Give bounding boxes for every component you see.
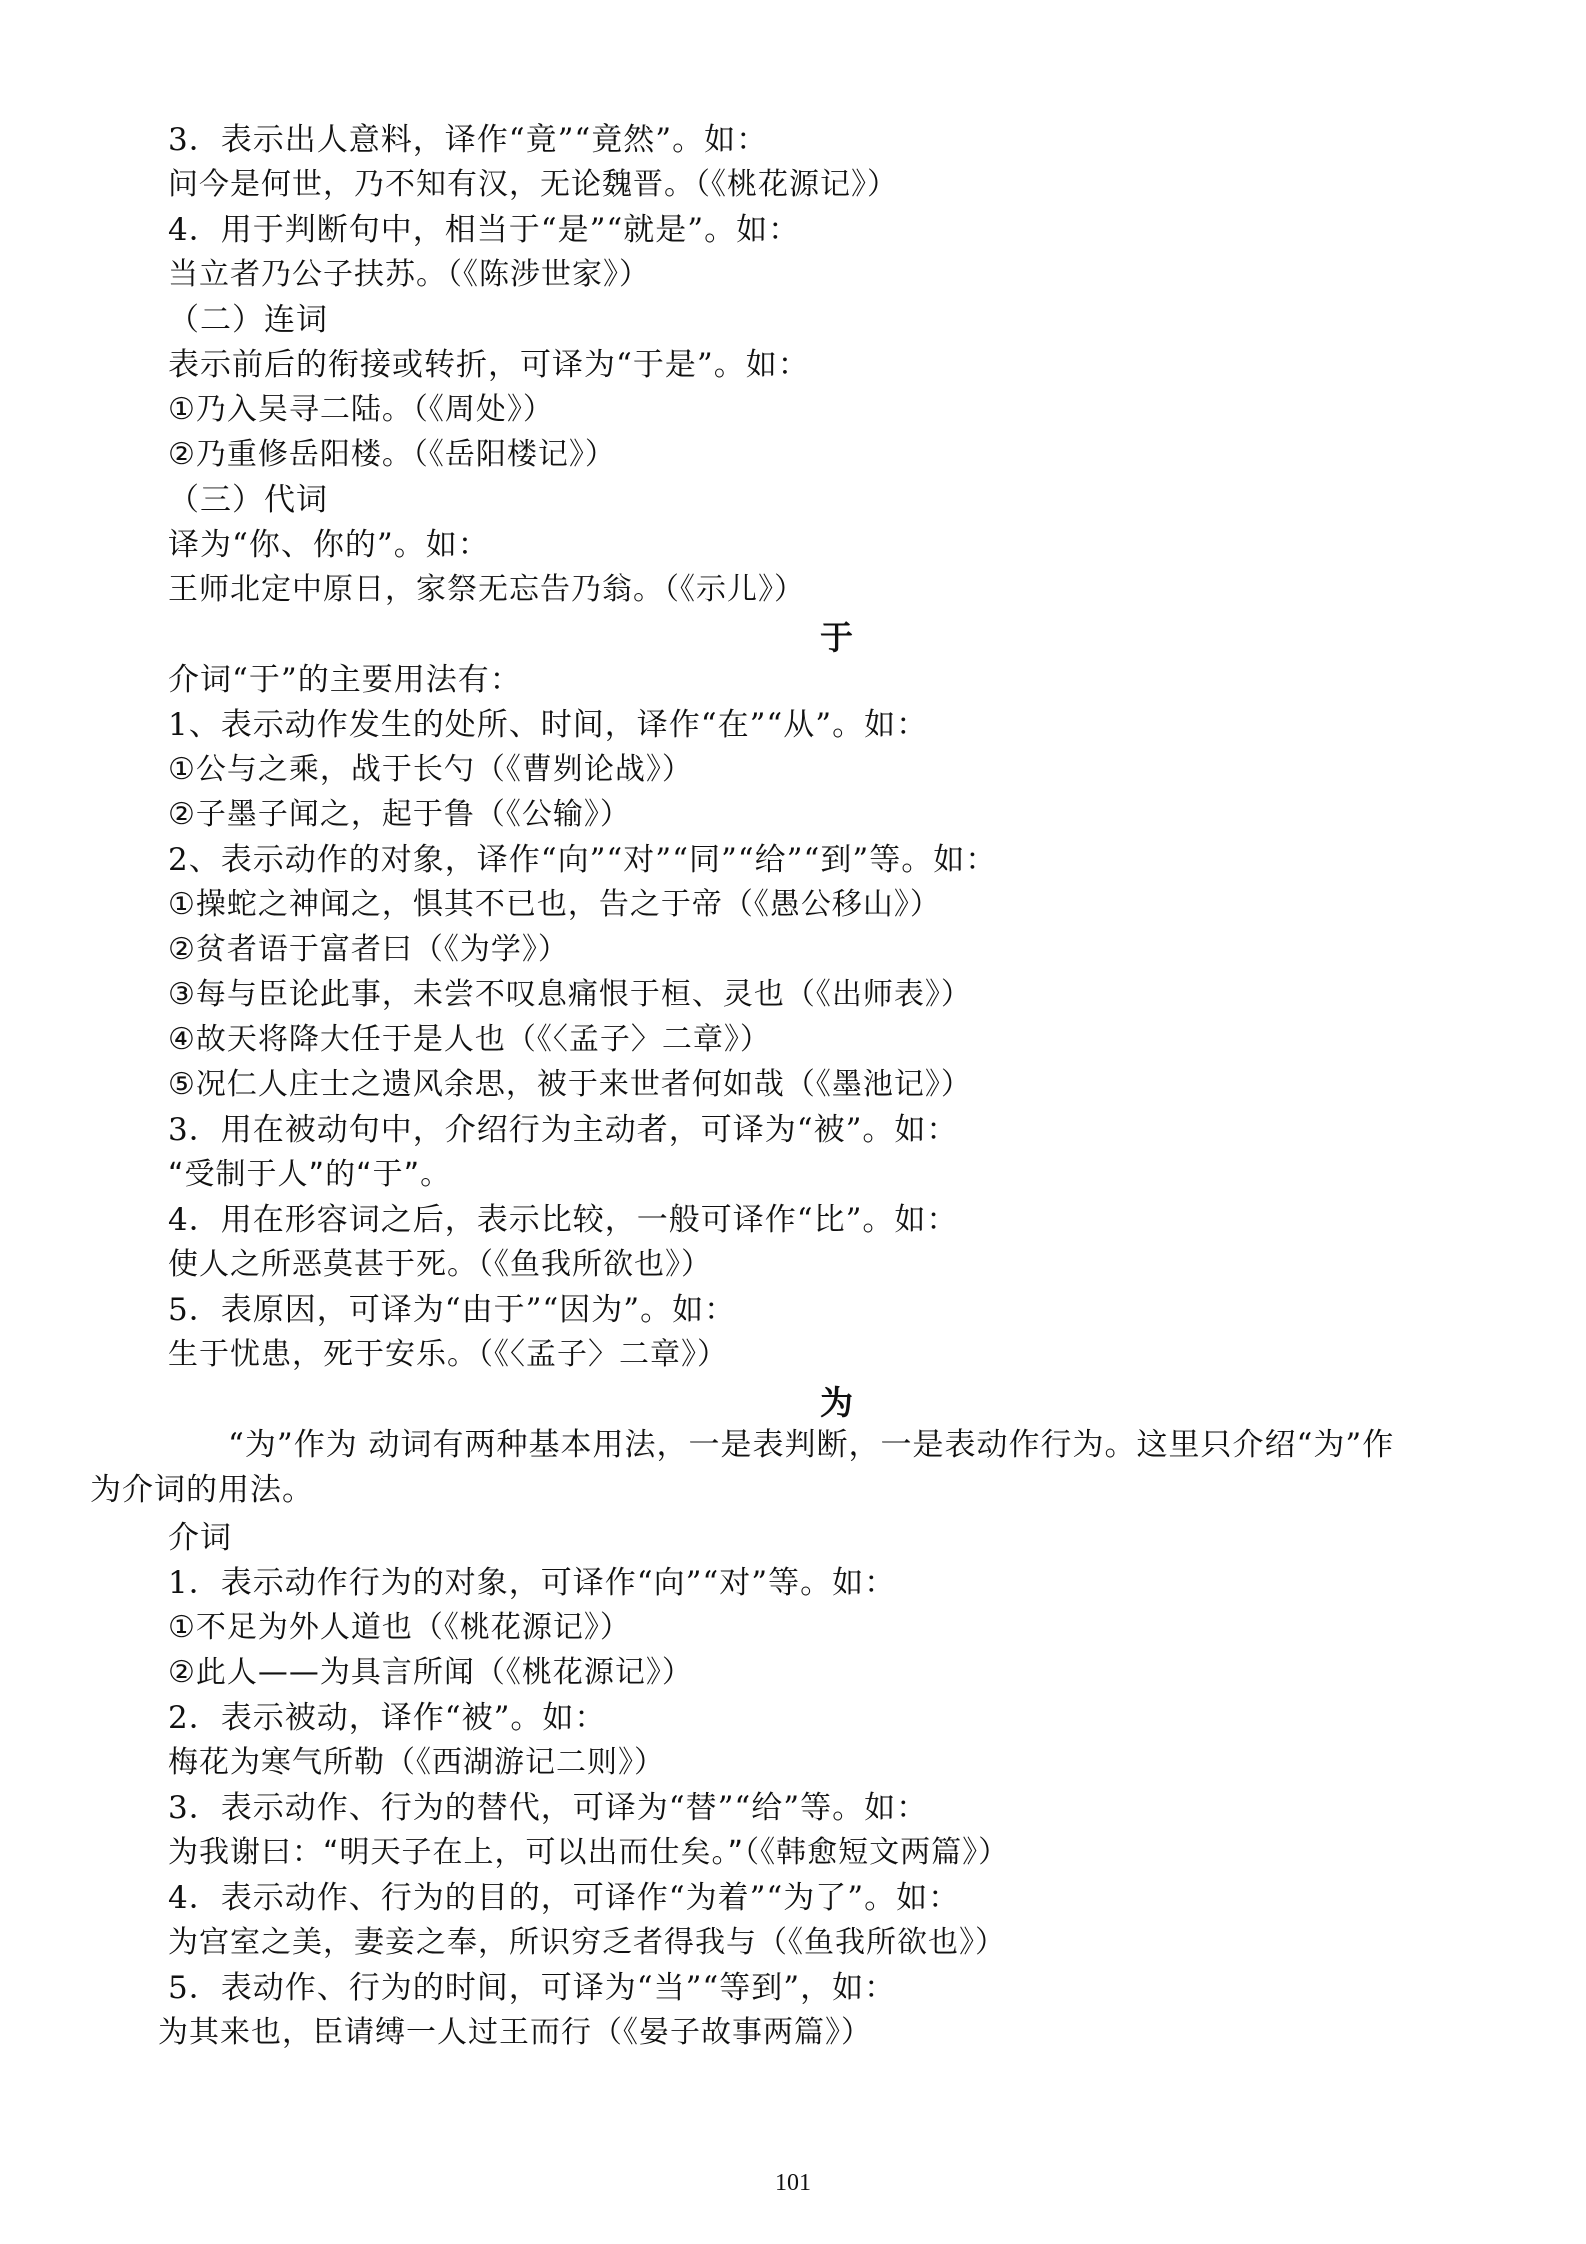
example-line: ②子墨子闻之，起于鲁（《公输》） [168, 797, 631, 832]
example-line: ①乃入吴寻二陆。（《周处》） [168, 392, 554, 427]
text-line: 表示前后的衔接或转折，可译为“于是”。如： [168, 347, 810, 383]
example-line: 梅花为寒气所勒（《西湖游记二则》） [168, 1745, 665, 1780]
text-line: 4．用于判断句中，相当于“是”“就是”。如： [168, 212, 801, 248]
example-line: 为宫室之美，妻妾之奉，所识穷乏者得我与（《鱼我所欲也》） [168, 1925, 1006, 1960]
text-line: 3．用在被动句中，介绍行为主动者，可译为“被”。如： [168, 1112, 959, 1148]
text-line: 3．表示动作、行为的替代，可译为“替”“给”等。如： [168, 1790, 929, 1826]
section-heading: （三）代词 [168, 482, 328, 518]
text-line: 4．用在形容词之后，表示比较，一般可译作“比”。如： [168, 1202, 959, 1238]
example-line: ④故天将降大任于是人也（《〈孟子〉二章》） [168, 1022, 771, 1057]
example-line: 为我谢曰：“明天子在上，可以出而仕矣。”（《韩愈短文两篇》） [168, 1835, 1010, 1870]
text-line: 2、表示动作的对象，译作“向”“对”“同”“给”“到”等。如： [168, 842, 998, 878]
example-line: ②贫者语于富者曰（《为学》） [168, 932, 569, 967]
example-line: 为其来也，臣请缚一人过王而行（《晏子故事两篇》） [158, 2015, 872, 2050]
text-line: 介词“于”的主要用法有： [168, 662, 522, 698]
text-line: 1．表示动作行为的对象，可译作“向”“对”等。如： [168, 1565, 897, 1601]
example-line: 当立者乃公子扶苏。（《陈涉世家》） [168, 257, 650, 292]
text-line: 5．表动作、行为的时间，可译为“当”“等到”，如： [168, 1970, 897, 2006]
example-line: ①公与之乘，战于长勺（《曹刿论战》） [168, 752, 693, 787]
text-line: 2．表示被动，译作“被”。如： [168, 1700, 607, 1736]
example-line: ⑤况仁人庄士之遗风余思，被于来世者何如哉（《墨池记》） [168, 1067, 972, 1102]
text-line: 介词 [168, 1520, 232, 1556]
text-line: 5．表原因，可译为“由于”“因为”。如： [168, 1292, 737, 1328]
page-number: 101 [775, 2170, 811, 2196]
text-line: 4．表示动作、行为的目的，可译作“为着”“为了”。如： [168, 1880, 961, 1916]
paragraph-line: 为介词的用法。 [90, 1472, 314, 1508]
example-line: 王师北定中原日，家祭无忘告乃翁。（《示儿》） [168, 572, 805, 607]
example-line: “受制于人”的“于”。 [168, 1157, 452, 1192]
example-line: ②乃重修岳阳楼。（《岳阳楼记》） [168, 437, 616, 472]
text-line: 1、表示动作发生的处所、时间，译作“在”“从”。如： [168, 707, 929, 743]
character-heading: 为 [820, 1383, 853, 1422]
example-line: 使人之所恶莫甚于死。（《鱼我所欲也》） [168, 1247, 712, 1282]
example-line: 生于忧患，死于安乐。（《〈孟子〉二章》） [168, 1337, 728, 1372]
example-line: ③每与臣论此事，未尝不叹息痛恨于桓、灵也（《出师表》） [168, 977, 972, 1012]
character-heading: 于 [820, 618, 853, 657]
paragraph-line: “为”作为 动词有两种基本用法，一是表判断，一是表动作行为。这里只介绍“为”作 [228, 1427, 1395, 1463]
example-line: ①不足为外人道也（《桃花源记》） [168, 1610, 631, 1645]
section-heading: （二）连词 [168, 302, 328, 338]
example-line: ②此人——为具言所闻（《桃花源记》） [168, 1655, 693, 1690]
example-line: ①操蛇之神闻之，惧其不已也，告之于帝（《愚公移山》） [168, 887, 941, 922]
text-line: 译为“你、你的”。如： [168, 527, 490, 563]
example-line: 问今是何世，乃不知有汉，无论魏晋。（《桃花源记》） [168, 167, 898, 202]
text-line: 3．表示出人意料，译作“竟”“竟然”。如： [168, 122, 769, 158]
